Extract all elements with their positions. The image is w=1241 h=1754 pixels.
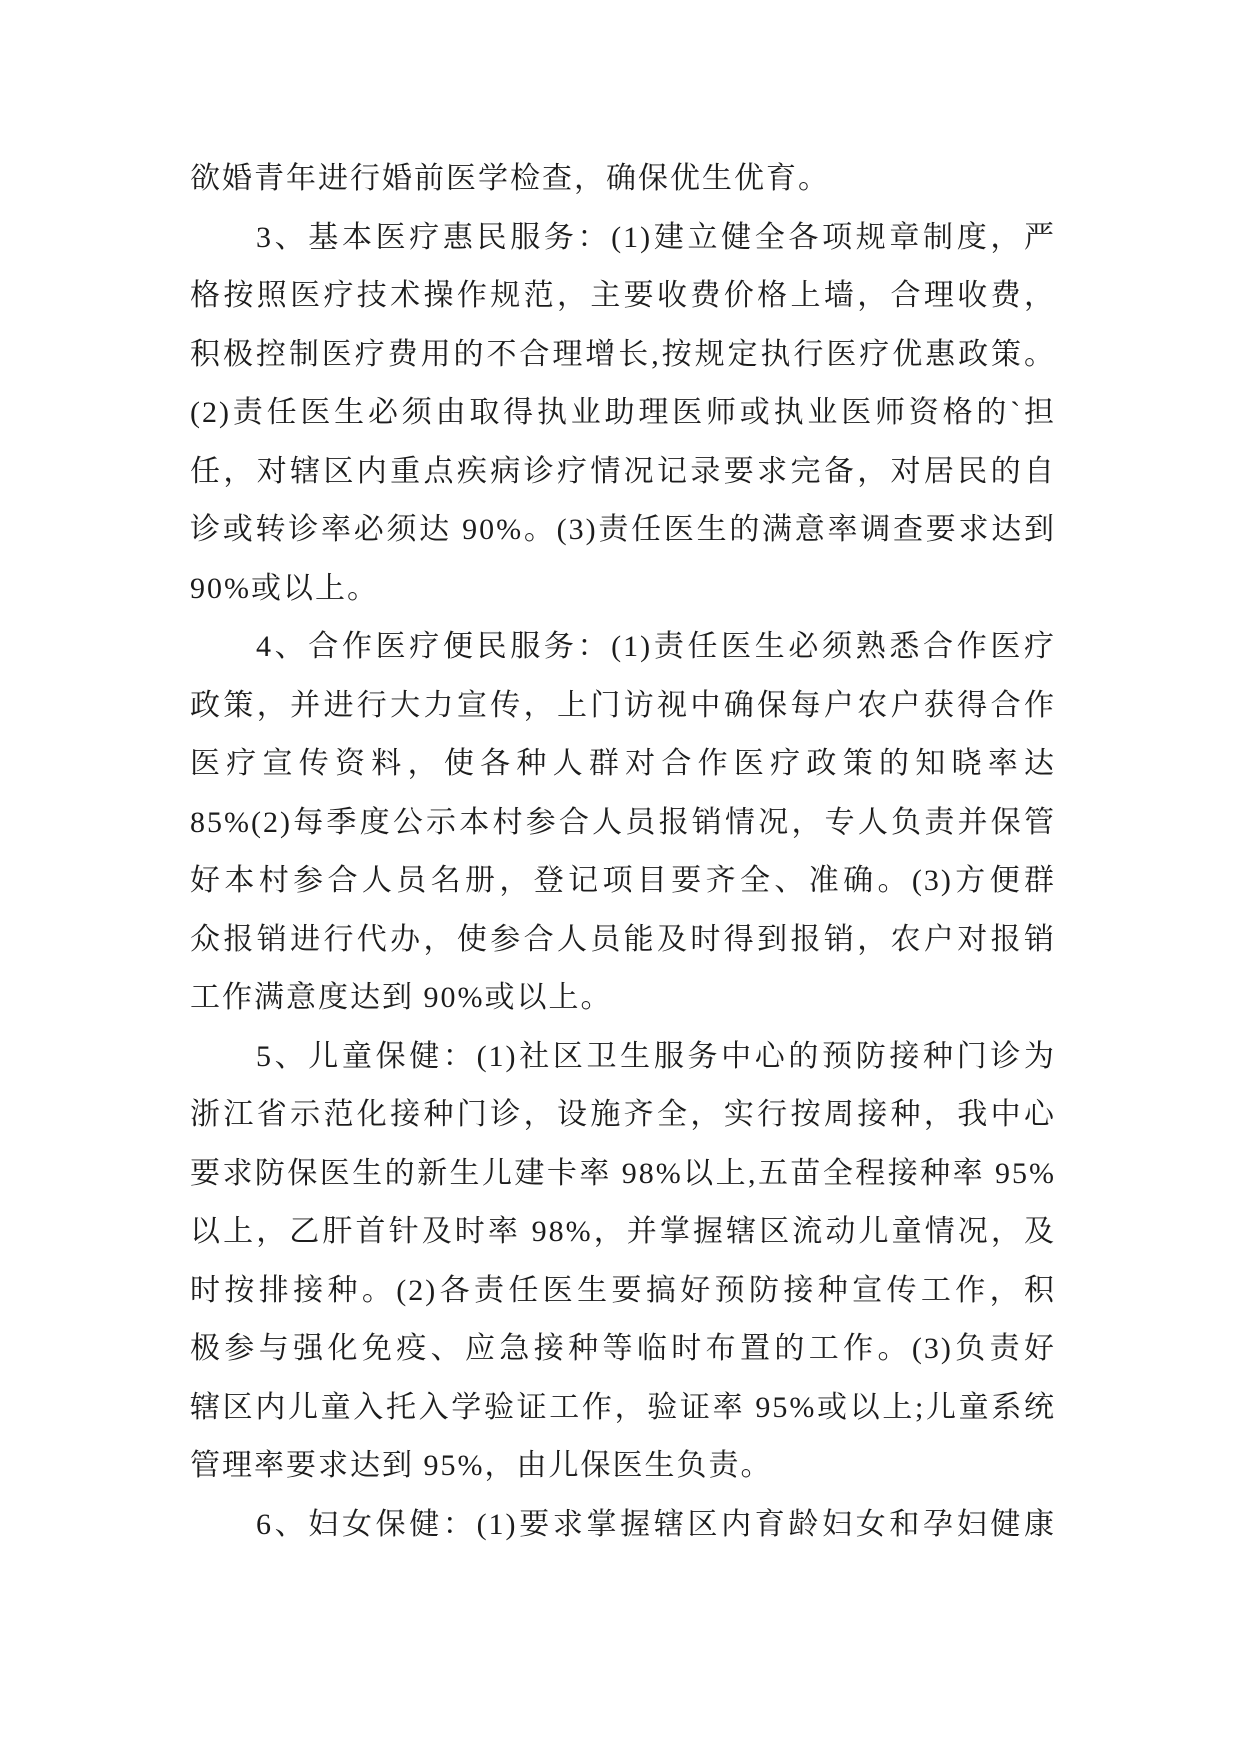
document-body: [190, 150, 1056, 1554]
paragraph-4-line-5: 好本村参合人员名册，登记项目要齐全、准确。(3)方便群: [190, 864, 1056, 897]
paragraph-item-5: [190, 1028, 1056, 1496]
paragraph-5-line-3: 要求防保医生的新生儿建卡率 98%以上,五苗全程接种率 95%: [190, 1156, 1056, 1190]
paragraph-3-line-5: 任，对辖区内重点疾病诊疗情况记录要求完备，对居民的自: [190, 454, 1056, 488]
paragraph-4-line-2: 政策，并进行大力宣传，上门访视中确保每户农户获得合作: [190, 688, 1056, 722]
paragraph-3-line-1: 3、基本医疗惠民服务：(1)建立健全各项规章制度，严: [256, 220, 1056, 254]
paragraph-5-line-7: 辖区内儿童入托入学验证工作，验证率 95%或以上;儿童系统: [190, 1390, 1056, 1424]
paragraph-5-line-2: 浙江省示范化接种门诊，设施齐全，实行按周接种，我中心: [190, 1098, 1056, 1131]
paragraph-5-line-1: 5、儿童保健：(1)社区卫生服务中心的预防接种门诊为: [256, 1039, 1056, 1073]
paragraph-4-line-7: 工作满意度达到 90%或以上。: [190, 981, 613, 1014]
intro-line: 欲婚青年进行婚前医学检查，确保优生优育。: [190, 162, 830, 195]
paragraph-3-line-3: 积极控制医疗费用的不合理增长,按规定执行医疗优惠政策。: [190, 337, 1056, 371]
paragraph-4-line-4: 85%(2)每季度公示本村参合人员报销情况，专人负责并保管: [190, 805, 1056, 839]
paragraph-3-line-2: 格按照医疗技术操作规范，主要收费价格上墙，合理收费，: [190, 279, 1056, 312]
paragraph-5-line-8: 管理率要求达到 95%，由儿保医生负责。: [190, 1449, 773, 1482]
paragraph-3-line-7: 90%或以上。: [190, 571, 379, 605]
paragraph-4-line-6: 众报销进行代办，使参合人员能及时得到报销，农户对报销: [190, 922, 1056, 956]
paragraph-5-line-5: 时按排接种。(2)各责任医生要搞好预防接种宣传工作，积: [190, 1273, 1056, 1307]
paragraph-item-6: [190, 1496, 1056, 1555]
paragraph-5-line-4: 以上，乙肝首针及时率 98%，并掌握辖区流动儿童情况，及: [190, 1215, 1056, 1248]
paragraph-6-line-1: 6、妇女保健：(1)要求掌握辖区内育龄妇女和孕妇健康: [256, 1507, 1056, 1541]
paragraph-item-3: [190, 209, 1056, 619]
paragraph-4-line-1: 4、合作医疗便民服务：(1)责任医生必须熟悉合作医疗: [256, 630, 1056, 663]
paragraph-5-line-6: 极参与强化免疫、应急接种等临时布置的工作。(3)负责好: [190, 1332, 1056, 1365]
paragraph-3-line-4: (2)责任医生必须由取得执业助理医师或执业医师资格的`担: [190, 396, 1056, 429]
paragraph-4-line-3: 医疗宣传资料，使各种人群对合作医疗政策的知晓率达: [190, 747, 1056, 780]
paragraph-3-line-6: 诊或转诊率必须达 90%。(3)责任医生的满意率调查要求达到: [190, 513, 1056, 546]
paragraph-item-4: [190, 618, 1056, 1028]
